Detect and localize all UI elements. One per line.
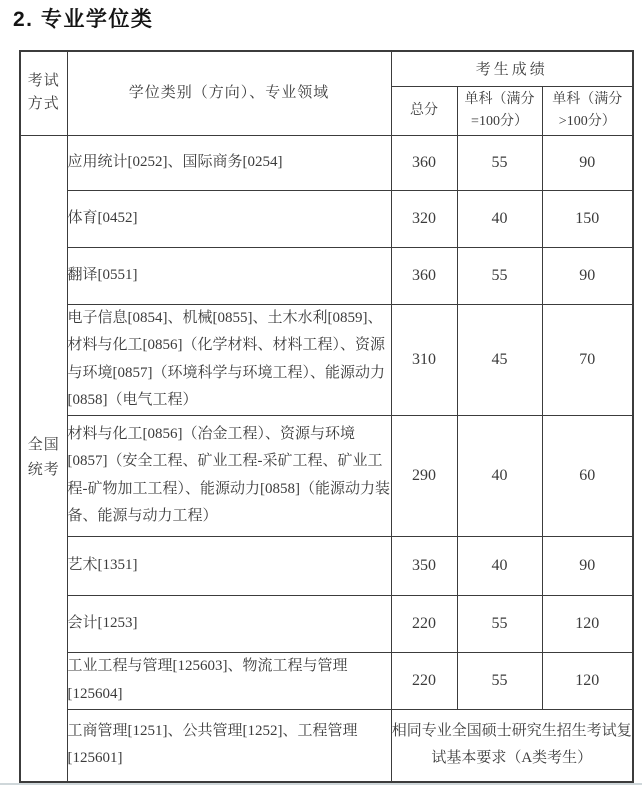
single-gt100-cell: 120 <box>542 652 633 709</box>
bottom-divider <box>0 783 642 785</box>
header-category: 学位类别（方向）、专业领域 <box>67 51 391 135</box>
category-cell: 工商管理[1251]、公共管理[1252]、工程管理[125601] <box>67 709 391 782</box>
category-cell: 应用统计[0252]、国际商务[0254] <box>67 135 391 190</box>
header-single-full-100: 单科（满分=100分） <box>457 86 542 135</box>
single-100-cell: 45 <box>457 304 542 415</box>
header-exam-method: 考试方式 <box>20 51 67 135</box>
table-row <box>20 709 633 782</box>
page-title: 2. 专业学位类 <box>13 8 154 31</box>
table-row <box>20 652 633 709</box>
category-cell: 材料与化工[0856]（冶金工程）、资源与环境[0857]（安全工程、矿业工程-采矿工程、矿业工程-矿物加工工程）、能源动力[0858]（能源动力装备、能源与动力工程） <box>67 415 391 536</box>
single-100-cell: 55 <box>457 247 542 304</box>
table-row <box>20 415 633 536</box>
single-100-cell: 40 <box>457 415 542 536</box>
category-cell: 会计[1253] <box>67 595 391 652</box>
total-score-cell: 290 <box>391 415 457 536</box>
table-row <box>20 536 633 595</box>
single-gt100-cell: 70 <box>542 304 633 415</box>
category-cell: 工业工程与管理[125603]、物流工程与管理[125604] <box>67 652 391 709</box>
category-cell: 艺术[1351] <box>67 536 391 595</box>
exam-method-cell: 全国统考 <box>20 135 67 782</box>
single-gt100-cell: 120 <box>542 595 633 652</box>
category-cell: 体育[0452] <box>67 190 391 247</box>
header-total-score: 总分 <box>391 86 457 135</box>
single-gt100-cell: 90 <box>542 135 633 190</box>
header-scores-group: 考生成绩 <box>391 51 633 86</box>
table-row <box>20 190 633 247</box>
single-100-cell: 55 <box>457 595 542 652</box>
note-cell: 相同专业全国硕士研究生招生考试复试基本要求（A类考生） <box>391 709 633 782</box>
single-100-cell: 55 <box>457 652 542 709</box>
table-row <box>20 304 633 415</box>
single-100-cell: 40 <box>457 536 542 595</box>
total-score-cell: 220 <box>391 652 457 709</box>
single-gt100-cell: 90 <box>542 247 633 304</box>
table-row <box>20 247 633 304</box>
single-100-cell: 55 <box>457 135 542 190</box>
single-gt100-cell: 150 <box>542 190 633 247</box>
total-score-cell: 220 <box>391 595 457 652</box>
single-gt100-cell: 90 <box>542 536 633 595</box>
table-row <box>20 595 633 652</box>
total-score-cell: 320 <box>391 190 457 247</box>
header-row-group <box>20 51 633 86</box>
single-gt100-cell: 60 <box>542 415 633 536</box>
total-score-cell: 310 <box>391 304 457 415</box>
category-cell: 电子信息[0854]、机械[0855]、土木水利[0859]、材料与化工[0856]（化学材料、材料工程）、资源与环境[0857]（环境科学与环境工程）、能源动力[0858]（电气工程） <box>67 304 391 415</box>
total-score-cell: 350 <box>391 536 457 595</box>
scores-table <box>19 50 634 783</box>
single-100-cell: 40 <box>457 190 542 247</box>
total-score-cell: 360 <box>391 247 457 304</box>
table-row <box>20 135 633 190</box>
total-score-cell: 360 <box>391 135 457 190</box>
category-cell: 翻译[0551] <box>67 247 391 304</box>
header-single-full-gt100: 单科（满分>100分） <box>542 86 633 135</box>
